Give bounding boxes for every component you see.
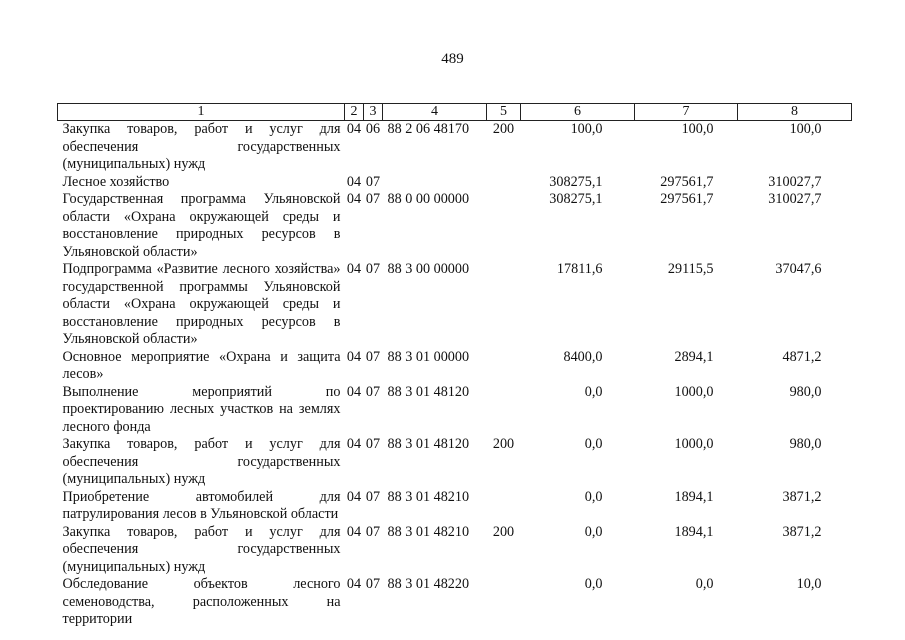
row-name-cell: Лесное хозяйство: [62, 173, 170, 190]
target-article-cell: 88 3 01 48120: [387, 436, 470, 452]
row-name-cell: Государственная программа Ульяновской области «Охрана окружающей среды и восстановление природных ресурсов в Ульяновской области»: [62, 191, 341, 260]
subsection-code-cell: 07: [365, 436, 381, 452]
row-name-cell: Закупка товаров, работ и услуг для обеспечения государственных (муниципальных) нужд: [62, 523, 341, 575]
amount-year3-cell: 980,0: [789, 436, 822, 452]
subsection-code-cell: 07: [365, 383, 381, 400]
expense-type-cell: [487, 384, 521, 437]
expense-type-cell: 200: [492, 436, 515, 452]
table-row: [58, 436, 852, 489]
expense-type-cell: [487, 261, 521, 349]
column-header: 6: [521, 104, 635, 121]
table-header-row: [58, 104, 852, 121]
column-header: 1: [58, 104, 345, 121]
expense-type-cell: [487, 489, 521, 524]
table-row: [58, 174, 852, 192]
section-code-cell: 04: [346, 121, 362, 137]
subsection-code-cell: 07: [365, 488, 381, 505]
table-row: [58, 384, 852, 437]
section-code-cell: 04: [346, 173, 362, 190]
table-row: [58, 349, 852, 384]
amount-year2-cell: 1894,1: [674, 488, 714, 505]
target-article-cell: 88 0 00 00000: [387, 191, 470, 207]
amount-year2-cell: 1000,0: [674, 383, 714, 400]
table-row: [58, 576, 852, 629]
amount-year3-cell: 310027,7: [768, 173, 822, 190]
row-name-cell: Закупка товаров, работ и услуг для обеспечения государственных (муниципальных) нужд: [62, 436, 341, 487]
expense-type-cell: [487, 174, 521, 192]
table-row: [58, 489, 852, 524]
section-code-cell: 04: [346, 436, 362, 452]
subsection-code-cell: 07: [365, 348, 381, 365]
subsection-code-cell: 07: [365, 523, 381, 540]
table-row: [58, 121, 852, 174]
section-code-cell: 04: [346, 523, 362, 540]
target-article-cell: 88 2 06 48170: [387, 121, 470, 137]
subsection-code-cell: 07: [365, 261, 381, 277]
amount-year3-cell: 980,0: [789, 383, 822, 400]
column-header: 8: [738, 104, 852, 121]
row-name-cell: Обследование объектов лесного семеноводства, расположенных на территории: [62, 576, 341, 627]
expense-type-cell: [487, 191, 521, 261]
amount-year1-cell: 100,0: [570, 121, 603, 137]
amount-year3-cell: 100,0: [789, 121, 822, 137]
subsection-code-cell: 07: [365, 191, 381, 207]
expense-type-cell: [487, 576, 521, 629]
table-row: [58, 524, 852, 577]
amount-year3-cell: 3871,2: [782, 488, 822, 505]
amount-year1-cell: 0,0: [584, 436, 603, 452]
page-number: 489: [441, 51, 464, 67]
expense-type-cell: 200: [492, 523, 515, 540]
amount-year2-cell: 297561,7: [660, 191, 714, 207]
column-header: 3: [364, 104, 383, 121]
amount-year1-cell: 0,0: [584, 523, 603, 540]
amount-year3-cell: 310027,7: [768, 191, 822, 207]
amount-year3-cell: 10,0: [796, 576, 822, 592]
amount-year3-cell: 3871,2: [782, 523, 822, 540]
column-header: 5: [487, 104, 521, 121]
table-row: [58, 261, 852, 349]
row-name-cell: Основное мероприятие «Охрана и защита лесов»: [62, 348, 341, 382]
expense-type-cell: [487, 349, 521, 384]
expense-type-cell: 200: [492, 121, 515, 137]
row-name-cell: Приобретение автомобилей для патрулирования лесов в Ульяновской области: [62, 488, 341, 522]
amount-year2-cell: 0,0: [695, 576, 714, 592]
section-code-cell: 04: [346, 348, 362, 365]
section-code-cell: 04: [346, 488, 362, 505]
amount-year1-cell: 8400,0: [563, 348, 603, 365]
table-body: [58, 121, 852, 629]
row-name-cell: Подпрограмма «Развитие лесного хозяйства» государственной программы Ульяновской области «Охрана окружающей среды и восстановление природных ресурсов в Ульяновской области»: [62, 261, 341, 347]
target-article-cell: 88 3 00 00000: [387, 261, 470, 277]
target-article-cell: 88 3 01 48210: [387, 488, 470, 505]
target-article-cell: 88 3 01 48120: [387, 383, 470, 400]
target-article-cell: [383, 174, 487, 192]
column-header: 7: [635, 104, 738, 121]
column-header: 2: [345, 104, 364, 121]
amount-year1-cell: 0,0: [584, 576, 603, 592]
section-code-cell: 04: [346, 261, 362, 277]
amount-year2-cell: 29115,5: [667, 261, 714, 277]
column-header: 4: [383, 104, 487, 121]
amount-year1-cell: 0,0: [584, 488, 603, 505]
target-article-cell: 88 3 01 48220: [387, 576, 470, 592]
subsection-code-cell: 07: [365, 576, 381, 592]
section-code-cell: 04: [346, 383, 362, 400]
table-row: [58, 191, 852, 261]
amount-year2-cell: 1894,1: [674, 523, 714, 540]
amount-year1-cell: 308275,1: [549, 173, 603, 190]
amount-year1-cell: 17811,6: [556, 261, 603, 277]
amount-year3-cell: 4871,2: [782, 348, 822, 365]
amount-year1-cell: 308275,1: [549, 191, 603, 207]
amount-year2-cell: 1000,0: [674, 436, 714, 452]
amount-year2-cell: 297561,7: [660, 173, 714, 190]
amount-year1-cell: 0,0: [584, 383, 603, 400]
subsection-code-cell: 07: [365, 173, 381, 190]
amount-year2-cell: 100,0: [681, 121, 714, 137]
row-name-cell: Закупка товаров, работ и услуг для обеспечения государственных (муниципальных) нужд: [62, 121, 341, 172]
section-code-cell: 04: [346, 191, 362, 207]
subsection-code-cell: 06: [365, 121, 381, 137]
row-name-cell: Выполнение мероприятий по проектированию лесных участков на землях лесного фонда: [62, 383, 341, 435]
amount-year3-cell: 37047,6: [775, 261, 822, 277]
budget-table: [57, 103, 852, 629]
target-article-cell: 88 3 01 48210: [387, 523, 470, 540]
amount-year2-cell: 2894,1: [674, 348, 714, 365]
section-code-cell: 04: [346, 576, 362, 592]
target-article-cell: 88 3 01 00000: [387, 348, 470, 365]
